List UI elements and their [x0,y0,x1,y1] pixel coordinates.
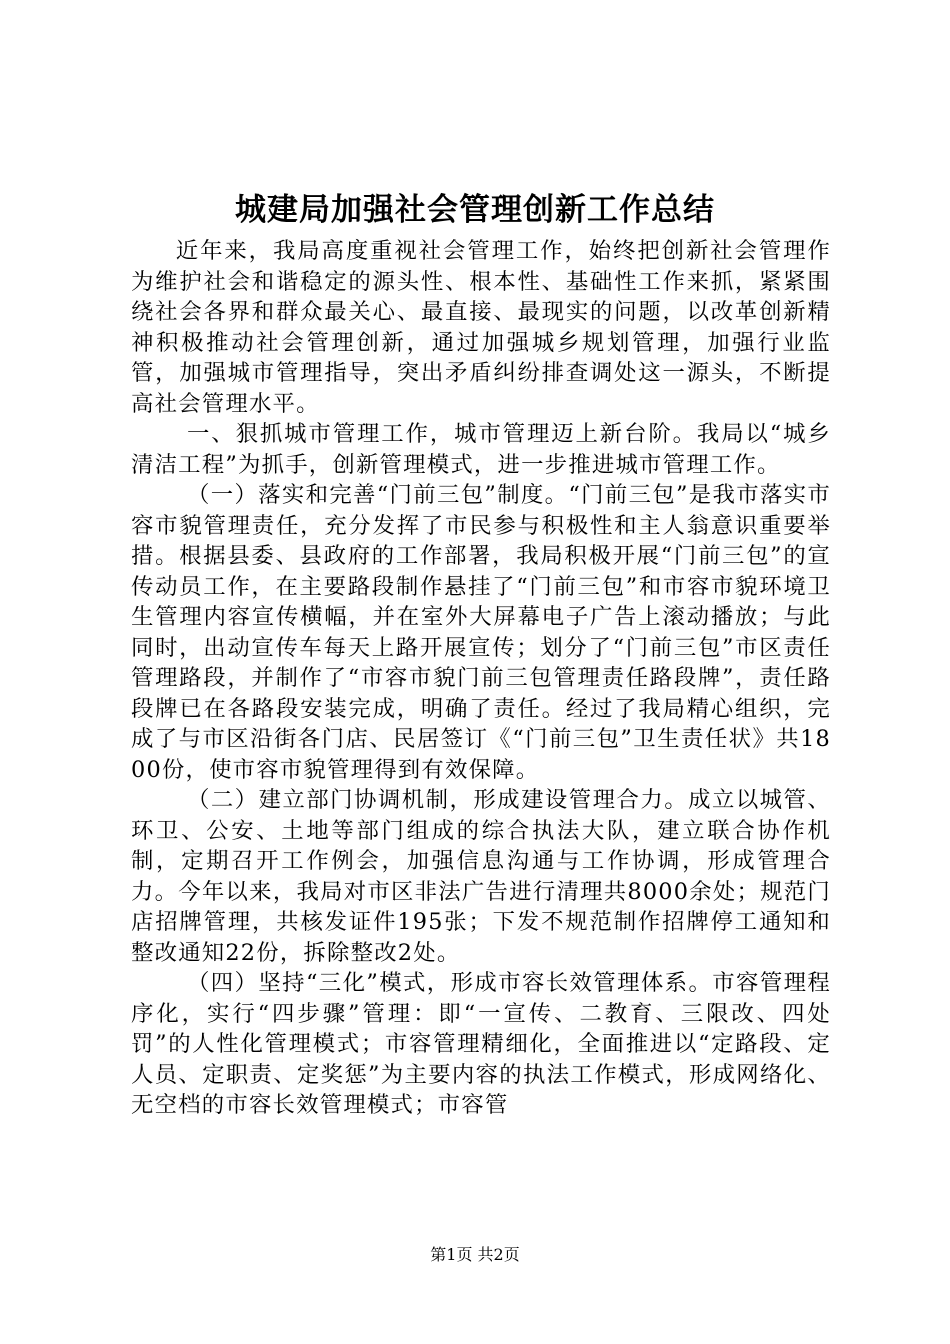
document-title: 城建局加强社会管理创新工作总结 [235,192,715,228]
page-footer: 第1页 共2页 [430,1245,520,1264]
subsection-four-paragraph: （四）坚持“三化”模式，形成市容长效管理体系。市容管理程序化，实行“四步骤”管理：即“一宣传、二教育、三限改、四处罚”的人性化管理模式；市容管理精细化，全面推进以“定路段、定人员、定职责、定奖惩”为主要内容的执法工作模式，形成网络化、无空档的市容长效管理模式；市容管 [131,970,831,1118]
section-heading-paragraph: 一、狠抓城市管理工作，城市管理迈上新台阶。我局以“城乡清洁工程”为抓手，创新管理模式，进一步推进城市管理工作。 [131,421,831,478]
subsection-two-paragraph: （二）建立部门协调机制，形成建设管理合力。成立以城管、环卫、公安、土地等部门组成的综合执法大队，建立联合协作机制，定期召开工作例会，加强信息沟通与工作协调，形成管理合力。今年以来，我局对市区非法广告进行清理共8000余处；规范门店招牌管理，共核发证件195张；下发不规范制作招牌停工通知和整改通知22份，拆除整改2处。 [131,787,831,966]
subsection-one-paragraph: （一）落实和完善“门前三包”制度。“门前三包”是我市落实市容市貌管理责任，充分发挥了市民参与积极性和主人翁意识重要举措。根据县委、县政府的工作部署，我局积极开展“门前三包”的宣传动员工作，在主要路段制作悬挂了“门前三包”和市容市貌环境卫生管理内容宣传横幅，并在室外大屏幕电子广告上滚动播放；与此同时，出动宣传车每天上路开展宣传；划分了“门前三包”市区责任管理路段，并制作了“市容市貌门前三包管理责任路段牌”，责任路段牌已在各路段安装完成，明确了责任。经过了我局精心组织，完成了与市区沿街各门店、民居签订《“门前三包”卫生责任状》共1800份，使市容市貌管理得到有效保障。 [131,482,831,783]
document-body [131,236,831,1121]
intro-paragraph: 近年来，我局高度重视社会管理工作，始终把创新社会管理作为维护社会和谐稳定的源头性、根本性、基础性工作来抓，紧紧围绕社会各界和群众最关心、最直接、最现实的问题，以改革创新精神积极推动社会管理创新，通过加强城乡规划管理，加强行业监管，加强城市管理指导，突出矛盾纠纷排查调处这一源头，不断提高社会管理水平。 [131,238,831,417]
